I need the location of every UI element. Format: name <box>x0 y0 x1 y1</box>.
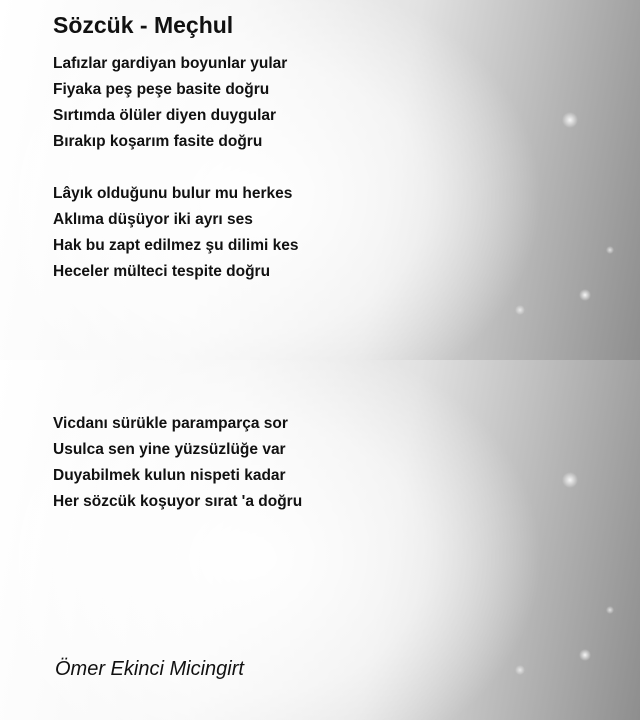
poem-line: Vicdanı sürükle paramparça sor <box>53 415 288 432</box>
poem-line: Her sözcük koşuyor sırat 'a doğru <box>53 493 303 510</box>
poem-line: Heceler mülteci tespite doğru <box>53 263 271 280</box>
poem-line: Fiyaka peş peşe basite doğru <box>53 81 270 98</box>
poem-line: Sırtımda ölüler diyen duygular <box>53 107 277 124</box>
poem-line: Duyabilmek kulun nispeti kadar <box>53 467 286 484</box>
poem-line: Hak bu zapt edilmez şu dilimi kes <box>53 237 299 254</box>
stanza-3 <box>53 411 302 515</box>
poem-line: Lâyık olduğunu bulur mu herkes <box>53 185 293 202</box>
poem-title: Sözcük - Meçhul <box>53 12 234 38</box>
poem-line: Bırakıp koşarım fasite doğru <box>53 133 263 150</box>
poem-panel-bottom <box>0 360 640 720</box>
poem-line: Lafızlar gardiyan boyunlar yular <box>53 55 288 72</box>
stanza-1 <box>53 51 287 155</box>
stanza-2 <box>53 181 299 285</box>
poem-author: Ömer Ekinci Micingirt <box>55 658 244 680</box>
poem-line: Aklıma düşüyor iki ayrı ses <box>53 211 253 228</box>
poem-line: Usulca sen yine yüzsüzlüğe var <box>53 441 286 458</box>
